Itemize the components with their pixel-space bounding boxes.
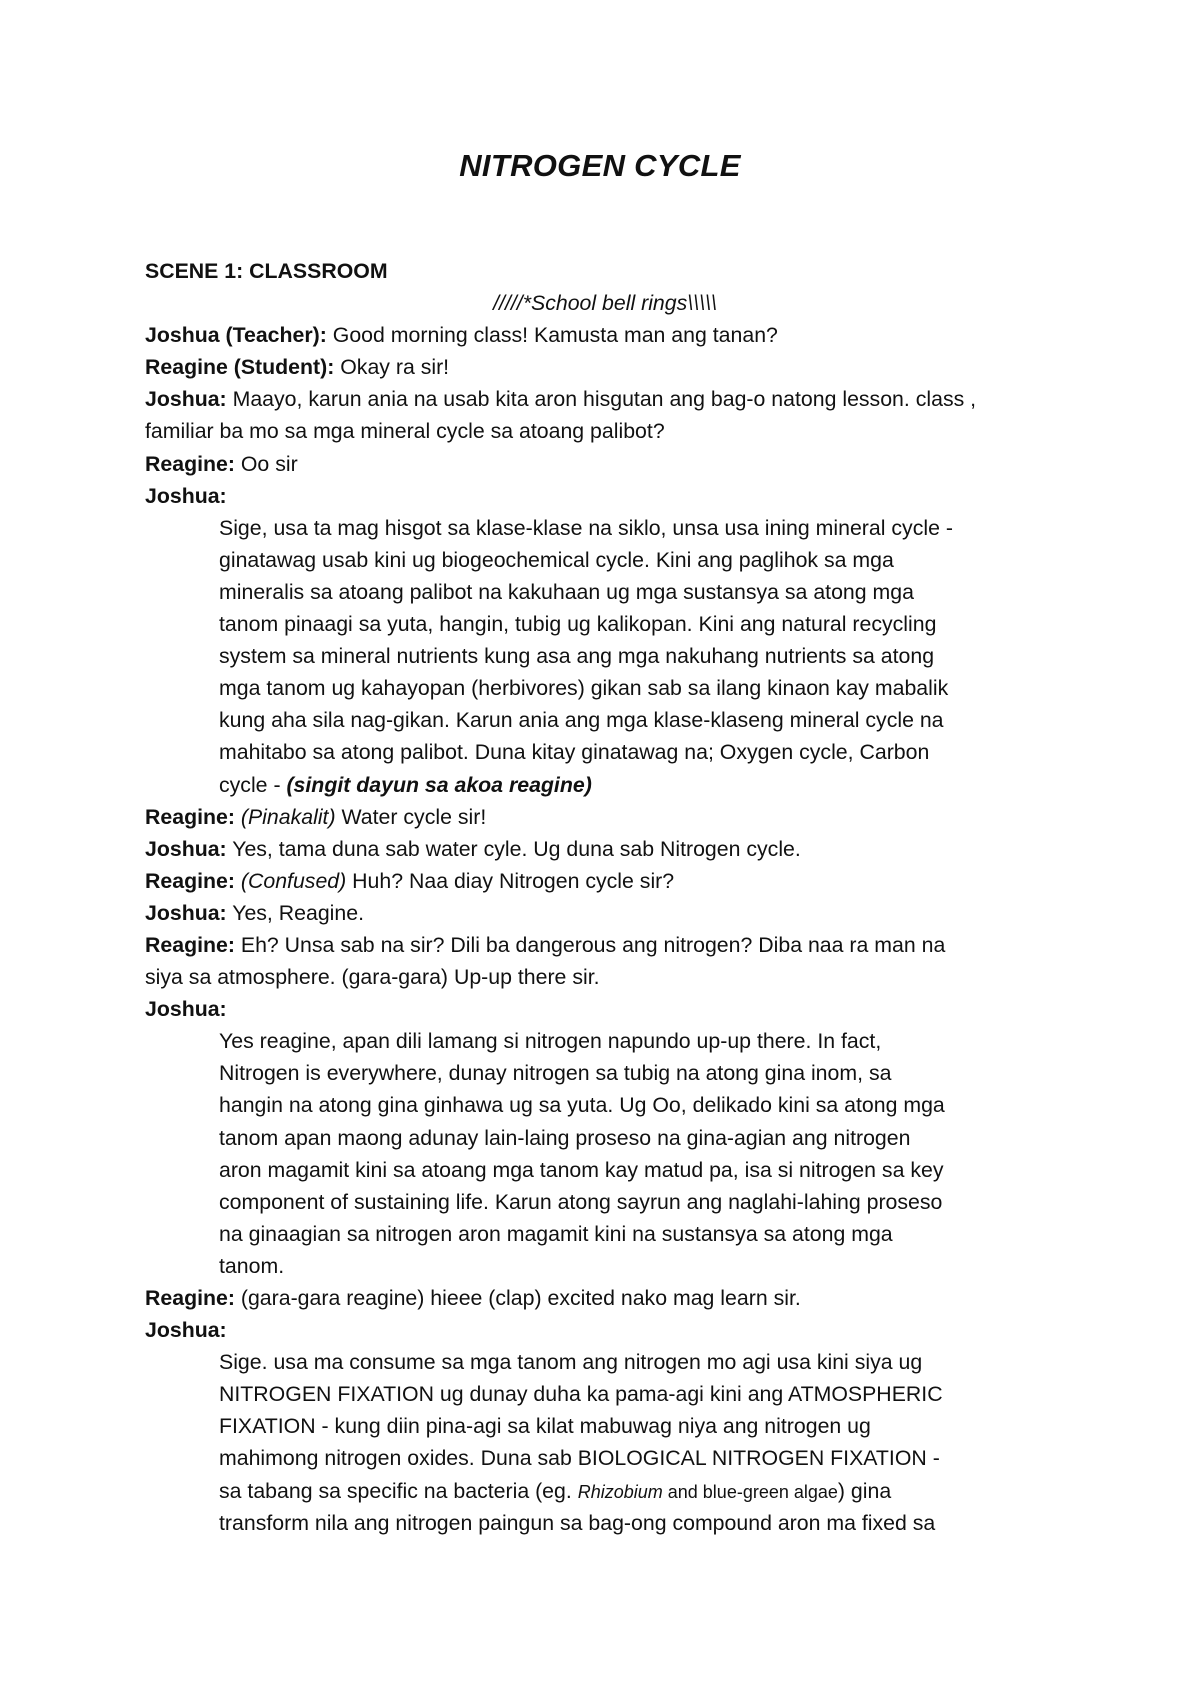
paragraph-line: mga tanom ug kahayopan (herbivores) gikan sab sa ilang kinaon kay mabalik: [219, 676, 949, 701]
dialogue-text: Oo sir: [234, 451, 298, 476]
paragraph-line: tanom.: [219, 1253, 285, 1278]
paragraph-text: and blue-green algae: [662, 1481, 838, 1502]
dialogue-text: Eh? Unsa sab na sir? Dili ba dangerous ang nitrogen? Diba naa ra man na: [234, 932, 946, 957]
paragraph-line: Yes reagine, apan dili lamang si nitrogen napundo up-up there. In fact,: [219, 1029, 882, 1054]
paragraph-text: ) gina: [837, 1478, 892, 1503]
paragraph-line: kung aha sila nag-gikan. Karun ania ang mga klase-klaseng mineral cycle na: [219, 708, 944, 733]
paragraph-line: system sa mineral nutrients kung asa ang mga nakuhang nutrients sa atong: [219, 644, 935, 669]
paragraph-line: aron magamit kini sa atoang mga tanom kay matud pa, isa si nitrogen sa key: [219, 1157, 944, 1182]
dialogue-text: (gara-gara reagine) hieee (clap) excited nako mag learn sir.: [234, 1286, 801, 1310]
paragraph-text: ginatawag usab kini ug: [219, 547, 436, 572]
paragraph-line: NITROGEN FIXATION ug dunay duha ka pama-agi kini ang ATMOSPHERIC: [219, 1382, 943, 1407]
dialogue-text: Okay ra sir!: [334, 355, 450, 380]
paragraph-line: [145, 544, 1065, 576]
paragraph-line: hangin na atong gina ginhawa ug sa yuta. Ug Oo, delikado kini sa atong mga: [219, 1093, 945, 1118]
dialogue-line: [145, 319, 1065, 351]
dialogue-line: [145, 448, 1065, 480]
speaker-label: Joshua:: [145, 387, 227, 412]
stage-note: (Pinakalit): [240, 804, 336, 829]
speaker-label: Reagine:: [145, 868, 235, 893]
dialogue-line: [145, 865, 1065, 897]
speaker-label: Joshua (Teacher):: [145, 323, 327, 348]
stage-direction: /////*School bell rings\\\\\: [493, 291, 717, 316]
speaker-label: Joshua:: [145, 900, 227, 925]
speaker-label: Reagine:: [145, 932, 235, 957]
script-body: [145, 255, 1065, 1539]
paragraph-line: mahitabo sa atong palibot. Duna kitay ginatawag na; Oxygen cycle, Carbon: [219, 740, 930, 765]
paragraph-line: mineralis sa atoang palibot na kakuhaan ug mga sustansya sa atong mga: [219, 579, 914, 604]
speaker-label: Reagine (Student):: [145, 355, 335, 380]
species-name: Rhizobium: [577, 1481, 663, 1502]
stage-note: (Confused): [240, 868, 347, 893]
dialogue-continuation: familiar ba mo sa mga mineral cycle sa atoang palibot?: [145, 419, 665, 444]
dialogue-line: [145, 801, 1065, 833]
dialogue-line: [145, 351, 1065, 383]
stage-note: (singit dayun sa akoa reagine): [286, 772, 592, 797]
paragraph-line: mahimong nitrogen oxides. Duna sab BIOLOGICAL NITROGEN FIXATION -: [219, 1446, 940, 1471]
dialogue-line: [145, 833, 1065, 865]
scene-heading: SCENE 1: CLASSROOM: [145, 259, 388, 283]
speaker-label: Reagine:: [145, 1286, 235, 1310]
paragraph-text: biogeochemical cycle. Kini ang paglihok sa mga: [435, 547, 894, 572]
speaker-label: Reagine:: [145, 804, 235, 829]
speaker-label: Reagine:: [145, 451, 235, 476]
paragraph-line: Sige. usa ma consume sa mga tanom ang nitrogen mo agi usa kini siya ug: [219, 1350, 923, 1375]
dialogue-text: Yes, tama duna sab water cyle. Ug duna sab Nitrogen cycle.: [226, 836, 801, 861]
dialogue-line: [145, 383, 1065, 415]
speaker-label: Joshua:: [145, 483, 227, 508]
dialogue-line: [145, 897, 1065, 929]
dialogue-text: Yes, Reagine.: [226, 900, 365, 925]
speaker-label: Joshua:: [145, 836, 227, 861]
dialogue-text: Good morning class! Kamusta man ang tanan?: [326, 323, 778, 348]
paragraph-line: [145, 769, 1065, 801]
dialogue-continuation: siya sa atmosphere. (gara-gara) Up-up there sir.: [145, 965, 600, 990]
paragraph-line: [145, 1475, 1065, 1507]
dialogue-text: Water cycle sir!: [335, 804, 487, 829]
paragraph-line: tanom pinaagi sa yuta, hangin, tubig ug kalikopan. Kini ang natural recycling: [219, 612, 937, 637]
paragraph-text: sa tabang sa specific na bacteria (eg.: [219, 1478, 578, 1503]
speaker-label: Joshua:: [145, 997, 227, 1022]
paragraph-text: cycle -: [219, 772, 287, 797]
dialogue-text: Maayo, karun ania na usab kita aron hisgutan ang bag-o natong lesson. class ,: [226, 387, 977, 412]
paragraph-line: transform nila ang nitrogen paingun sa bag-ong compound aron ma fixed sa: [219, 1510, 936, 1535]
speaker-label: Joshua:: [145, 1318, 227, 1343]
paragraph-line: Sige, usa ta mag hisgot sa klase-klase na siklo, unsa usa ining mineral cycle -: [219, 515, 953, 540]
document-title: NITROGEN CYCLE: [459, 148, 741, 183]
paragraph-line: na ginaagian sa nitrogen aron magamit kini na sustansya sa atong mga: [219, 1221, 893, 1246]
dialogue-line: [145, 1282, 1065, 1314]
paragraph-line: FIXATION - kung diin pina-agi sa kilat mabuwag niya ang nitrogen ug: [219, 1414, 871, 1439]
paragraph-line: Nitrogen is everywhere, dunay nitrogen sa tubig na atong gina inom, sa: [219, 1061, 892, 1086]
dialogue-text: Huh? Naa diay Nitrogen cycle sir?: [346, 868, 675, 893]
dialogue-line: [145, 929, 1065, 961]
paragraph-line: component of sustaining life. Karun atong sayrun ang naglahi-lahing proseso: [219, 1189, 943, 1214]
paragraph-line: tanom apan maong adunay lain-laing proseso na gina-agian ang nitrogen: [219, 1125, 911, 1150]
